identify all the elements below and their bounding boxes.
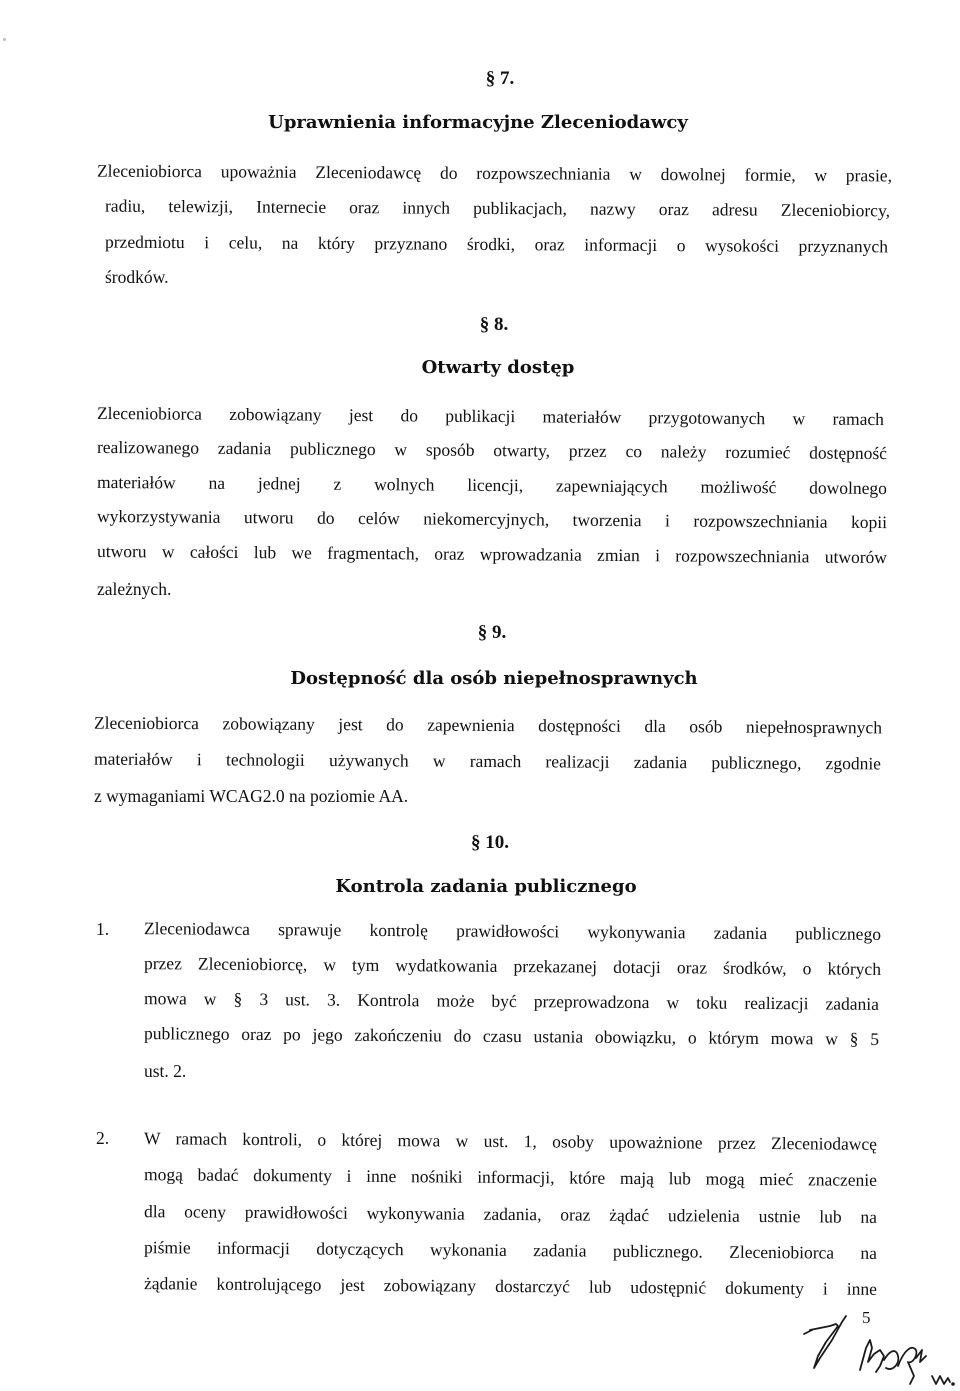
section-8-line: utworu w całości lub we fragmentach, oraz wprowadzania zmian i rozpowszechniania utworów	[96, 540, 888, 568]
section-10-number: § 10.	[471, 832, 509, 853]
list-item-line: ust. 2.	[144, 1061, 187, 1081]
section-7-line: przedmiotu i celu, na który przyznano środki, oraz informacji o wysokości przyznanych	[104, 231, 889, 257]
scan-speck	[3, 38, 6, 41]
section-7-number: § 7.	[485, 68, 515, 89]
signature-stroke	[916, 1350, 926, 1362]
list-item-line: dla oceny prawidłowości wykonywania zadania, oraz żądać udzielenia ustnie lub na	[143, 1201, 878, 1227]
section-9-line: materiałów i technologii używanych w ramach realizacji zadania publicznego, zgodnie	[93, 748, 882, 774]
section-9-line: z wymaganiami WCAG2.0 na poziomie AA.	[94, 786, 409, 806]
section-9-number: § 9.	[477, 622, 507, 643]
list-item-line: mogą badać dokumenty i inne nośniki informacji, które mają lub mogą mieć znaczenie	[143, 1164, 878, 1190]
list-item-line: mowa w § 3 ust. 3. Kontrola może być przeprowadzona w toku realizacji zadania	[143, 988, 880, 1014]
section-7-title: Uprawnienia informacyjne Zleceniodawcy	[268, 112, 688, 133]
section-8-line: realizowanego zadania publicznego w sposób otwarty, przez co należy rozumieć dostępność	[96, 436, 888, 464]
list-item-line: piśmie informacji dotyczących wykonania zadania publicznego. Zleceniobiorca na	[143, 1237, 878, 1263]
signature-stroke	[898, 1348, 916, 1384]
section-8-line: wykorzystywania utworu do celów niekomercyjnych, tworzenia i rozpowszechniania kopii	[96, 505, 888, 533]
page-number: 5	[862, 1308, 871, 1327]
section-9-line: Zleceniobiorca zobowiązany jest do zapewnienia dostępności dla osób niepełnosprawnych	[93, 712, 883, 738]
section-8-line: zależnych.	[97, 579, 172, 599]
list-item-line: Zleceniodawca sprawuje kontrolę prawidłowości wykonywania zadania publicznego	[143, 918, 882, 944]
section-8-line: materiałów na jednej z wolnych licencji, zapewniających możliwość dowolnego	[96, 471, 888, 499]
section-7-line: radiu, telewizji, Internecie oraz innych publikacjach, nazwy oraz adresu Zleceniobiorcy,	[104, 195, 891, 221]
section-7-line: Zleceniobiorca upoważnia Zleceniodawcę do rozpowszechniania w dowolnej formie, w prasie,	[96, 160, 893, 186]
signature-stroke	[860, 1340, 884, 1372]
section-8-line: Zleceniobiorca zobowiązany jest do publikacji materiałów przygotowanych w ramach	[96, 402, 885, 430]
handwritten-initials-signature	[780, 1300, 955, 1388]
signature-stroke	[884, 1351, 898, 1369]
initial-stroke	[810, 1316, 846, 1368]
section-7-line: środków.	[105, 267, 169, 287]
signature-dot	[952, 1383, 954, 1385]
section-10-title: Kontrola zadania publicznego	[335, 876, 637, 897]
list-item-marker: 1.	[96, 919, 110, 939]
list-item-line: publicznego oraz po jego zakończeniu do czasu ustania obowiązku, o którym mowa w § 5	[143, 1023, 880, 1049]
list-item-line: żądanie kontrolującego jest zobowiązany dostarczyć lub udostępnić dokumenty i inne	[143, 1273, 878, 1299]
list-item-line: W ramach kontroli, o której mowa w ust. 1, osoby upoważnione przez Zleceniodawcę	[143, 1128, 878, 1154]
section-9-title: Dostępność dla osób niepełnosprawnych	[290, 668, 698, 689]
signature-stroke	[932, 1376, 950, 1384]
section-8-number: § 8.	[479, 314, 509, 335]
initial-stroke	[804, 1330, 812, 1334]
section-8-title: Otwarty dostęp	[421, 357, 575, 378]
list-item-marker: 2.	[96, 1128, 110, 1148]
list-item-line: przez Zleceniobiorcę, w tym wydatkowania przekazanej dotacji oraz środków, o których	[143, 953, 882, 979]
